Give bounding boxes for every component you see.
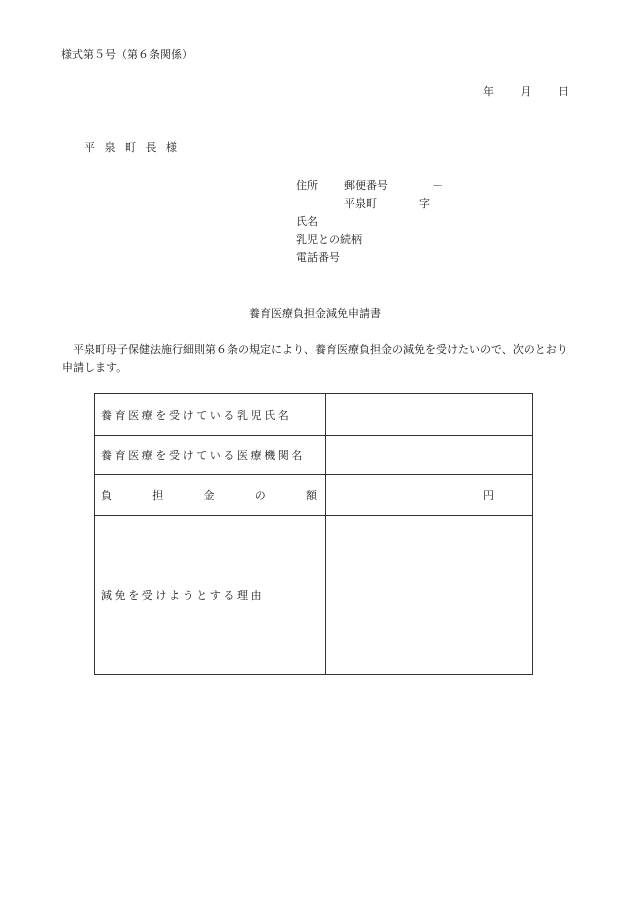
addressee: 平泉町長様	[84, 141, 187, 154]
amount-label-char: 担	[152, 489, 164, 502]
amount-label-char: の	[254, 489, 266, 502]
table-row	[95, 475, 533, 516]
amount-label-char: 額	[306, 489, 317, 502]
name-label: 氏名	[296, 215, 318, 228]
table-row	[95, 436, 533, 475]
amount-label	[95, 475, 326, 516]
amount-field[interactable]: 円	[326, 475, 533, 516]
date-line	[483, 83, 569, 99]
town-label: 平泉町	[344, 197, 377, 210]
infant-name-field[interactable]	[326, 394, 533, 436]
institution-name-field[interactable]	[326, 436, 533, 475]
phone-label: 電話番号	[296, 251, 340, 264]
amount-label-char: 金	[203, 489, 215, 502]
postal-code-dash: －	[432, 179, 443, 192]
reason-field[interactable]	[326, 516, 533, 675]
body-text: 平泉町母子保健法施行細則第６条の規定により、養育医療負担金の減免を受けたいので、次のとおり申請します。	[62, 343, 568, 374]
infant-name-label: 養育医療を受けている乳児氏名	[95, 394, 326, 436]
day-label: 日	[558, 85, 569, 98]
form-number: 様式第５号（第６条関係）	[61, 48, 193, 61]
table-row	[95, 394, 533, 436]
application-table	[94, 393, 533, 675]
year-label: 年	[483, 85, 494, 98]
institution-name-label: 養育医療を受けている医療機関名	[95, 436, 326, 475]
address-label: 住所	[296, 179, 318, 192]
table-row	[95, 516, 533, 675]
amount-label-char: 負	[101, 489, 112, 502]
relation-label: 乳児との続柄	[296, 233, 362, 246]
document-title: 養育医療負担金減免申請書	[249, 307, 381, 320]
month-label: 月	[520, 85, 532, 98]
postal-code-label: 郵便番号	[344, 179, 388, 192]
reason-label: 減免を受けようとする理由	[95, 516, 326, 675]
aza-label: 字	[419, 197, 430, 210]
